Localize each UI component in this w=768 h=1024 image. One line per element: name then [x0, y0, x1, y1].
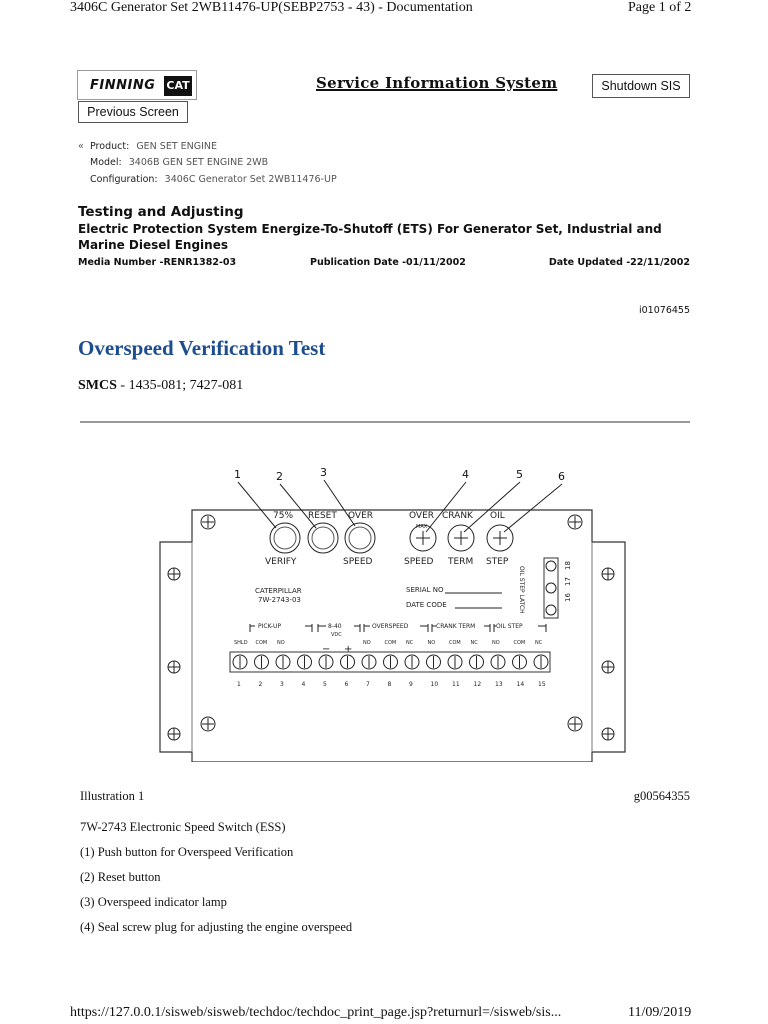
terminal-number: 13: [495, 681, 503, 688]
label-pickup: PICK-UP: [258, 623, 282, 630]
terminal-sub-label: NO: [363, 640, 371, 646]
oil-step-adjust-screw-graphic: [487, 525, 513, 551]
label-minus: −: [322, 644, 331, 655]
smcs-value: - 1435-081; 7427-081: [116, 378, 244, 393]
terminal-number: 6: [344, 681, 349, 688]
oil-step-latch-terminals: [544, 558, 558, 618]
callout-leader: [238, 482, 276, 528]
callout-number: 3: [320, 466, 327, 479]
back-arrow-icon[interactable]: «: [78, 141, 85, 152]
terminal-screw: [534, 655, 548, 669]
label-plus: +: [344, 644, 353, 655]
terminal-number: 8: [387, 681, 392, 688]
terminal-number: 4: [301, 681, 306, 688]
label-over-2: OVER: [409, 511, 435, 521]
publication-date: Publication Date -01/11/2002: [310, 257, 466, 268]
media-number: Media Number -RENR1382-03: [78, 257, 237, 268]
terminal-screw: [427, 655, 441, 669]
label-oil-step-latch: OIL STEP LATCH: [518, 566, 525, 614]
terminal-sub-label: COM: [513, 640, 526, 646]
page-title: Overspeed Verification Test: [78, 336, 326, 360]
document-id: i01076455: [639, 305, 690, 316]
mount-screw-bottom-left: [201, 717, 215, 731]
label-17: 17: [564, 577, 572, 586]
doc-subtitle: Electric Protection System Energize-To-Shutoff (ETS) For Generator Set, Industrial and Marine Diesel Engines: [78, 222, 662, 252]
model-label: Model:: [90, 157, 122, 168]
terminal-screw: [319, 655, 333, 669]
side-screw-left-1: [168, 568, 180, 580]
reset-button-graphic: [308, 523, 338, 553]
product-value: GEN SET ENGINE: [136, 141, 218, 152]
illustration-label: Illustration 1: [80, 789, 145, 803]
label-vdc: VDC: [331, 632, 342, 638]
date-updated: Date Updated -22/11/2002: [548, 257, 690, 268]
product-line: [90, 141, 217, 152]
terminal-screw: [233, 655, 247, 669]
callout-leader: [426, 482, 466, 532]
label-part-number: 7W-2743-03: [258, 596, 301, 604]
label-caterpillar: CATERPILLAR: [255, 587, 302, 595]
terminal-number: 11: [452, 681, 460, 688]
label-oil: OIL: [490, 511, 505, 521]
mount-screw-top-left: [201, 515, 215, 529]
finning-wordmark: FINNING: [90, 78, 156, 93]
terminal-screw: [362, 655, 376, 669]
label-reset: RESET: [308, 511, 337, 521]
label-crank: CRANK: [442, 511, 473, 521]
terminal-number: 12: [473, 681, 482, 688]
terminal-sub-label: COM: [384, 640, 397, 646]
callout-number: 6: [558, 470, 565, 483]
callout-numbers: [234, 466, 565, 483]
terminal-number: 7: [366, 681, 370, 688]
terminal-sub-label: COM: [255, 640, 268, 646]
label-serial: SERIAL NO: [406, 586, 444, 594]
product-label: Product:: [90, 141, 130, 152]
terminal-screw: [384, 655, 398, 669]
label-verify: VERIFY: [265, 557, 297, 567]
terminal-number: 9: [409, 681, 413, 688]
terminal-screw: [255, 655, 269, 669]
label-speed-2: SPEED: [404, 557, 434, 567]
label-18: 18: [564, 561, 572, 570]
callout-number: 2: [276, 470, 283, 483]
side-screw-left-3: [168, 728, 180, 740]
illustration-id: g00564355: [633, 789, 690, 803]
terminal-sub-labels: [234, 640, 543, 646]
callout-leader: [464, 482, 520, 532]
label-75pct: 75%: [273, 511, 294, 521]
side-screw-left-2: [168, 661, 180, 673]
terminal-screw: [341, 655, 355, 669]
terminal-screw: [276, 655, 290, 669]
callout-leader: [280, 484, 316, 528]
model-line: [90, 157, 268, 168]
terminal-screw: [405, 655, 419, 669]
terminal-sub-label: NC: [406, 640, 414, 646]
terminal-sub-label: NC: [535, 640, 543, 646]
callout-leaders: [238, 480, 562, 532]
label-date-code: DATE CODE: [406, 601, 447, 609]
overspeed-lamp-graphic: [345, 523, 375, 553]
callout-leader: [504, 484, 562, 532]
footer-date: 11/09/2019: [628, 1005, 692, 1020]
sis-title: Service Information System: [316, 74, 558, 92]
label-max: MAX: [416, 524, 428, 530]
side-screw-right-3: [602, 728, 614, 740]
terminal-sub-label: SHLD: [234, 640, 248, 646]
terminal-screws: [233, 655, 548, 669]
footer-url: https://127.0.0.1/sisweb/sisweb/techdoc/techdoc_print_page.jsp?returnurl=/sisweb/sis...: [70, 1005, 562, 1020]
callout-number: 5: [516, 468, 523, 481]
side-screw-right-2: [602, 661, 614, 673]
page-number: Page 1 of 2: [628, 0, 692, 15]
label-overspeed: OVERSPEED: [372, 623, 409, 630]
label-oil-step: OIL STEP: [496, 623, 523, 630]
shutdown-sis-button[interactable]: Shutdown SIS: [592, 74, 690, 98]
configuration-label: Configuration:: [90, 174, 158, 185]
terminal-number: 10: [430, 681, 439, 688]
terminal-number: 3: [280, 681, 284, 688]
crank-term-adjust-screw-graphic: [448, 525, 474, 551]
terminal-screw: [513, 655, 527, 669]
terminal-number: 2: [258, 681, 263, 688]
doc-category: Testing and Adjusting: [78, 204, 244, 220]
configuration-value: 3406C Generator Set 2WB11476-UP: [164, 174, 337, 185]
terminal-number: 14: [516, 681, 525, 688]
configuration-line: [90, 174, 337, 185]
terminal-screw: [491, 655, 505, 669]
verify-button-graphic: [270, 523, 300, 553]
mount-screw-top-right: [568, 515, 582, 529]
cat-logo: CAT: [164, 76, 192, 96]
terminal-number: 5: [323, 681, 327, 688]
terminal-sub-label: COM: [449, 640, 461, 646]
label-crank-term: CRANK TERM: [436, 623, 476, 630]
label-volts: 8-40: [328, 623, 342, 630]
terminal-sub-label: NO: [277, 640, 285, 646]
label-term: TERM: [448, 557, 474, 567]
terminal-sub-label: NC: [470, 640, 478, 646]
divider-top: [80, 421, 690, 423]
caption-1: (1) Push button for Overspeed Verification: [80, 845, 294, 859]
panel-outline: [160, 510, 625, 762]
speed-switch-diagram: [150, 462, 630, 762]
terminal-number: 15: [538, 681, 546, 688]
document-header-title: 3406C Generator Set 2WB11476-UP(SEBP2753 - 43) - Documentation: [70, 0, 473, 15]
caption-title: 7W-2743 Electronic Speed Switch (ESS): [80, 820, 286, 834]
label-16: 16: [564, 593, 572, 602]
model-value: 3406B GEN SET ENGINE 2WB: [128, 157, 269, 168]
smcs-codes: [78, 378, 243, 394]
terminal-number: 1: [237, 681, 241, 688]
terminal-sub-label: NO: [492, 640, 500, 646]
terminal-numbers: [237, 681, 546, 688]
terminal-screw: [470, 655, 484, 669]
side-screw-right-1: [602, 568, 614, 580]
caption-3: (3) Overspeed indicator lamp: [80, 895, 227, 909]
callout-number: 4: [462, 468, 469, 481]
label-step: STEP: [486, 557, 509, 567]
caption-2: (2) Reset button: [80, 870, 161, 884]
terminal-screw: [448, 655, 462, 669]
label-speed: SPEED: [343, 557, 373, 567]
finning-cat-logo: [77, 70, 197, 100]
smcs-label: SMCS: [78, 378, 117, 393]
caption-4: (4) Seal screw plug for adjusting the engine overspeed: [80, 920, 353, 934]
mount-screw-bottom-right: [568, 717, 582, 731]
label-over: OVER: [348, 511, 374, 521]
previous-screen-button[interactable]: Previous Screen: [78, 101, 188, 123]
terminal-sub-label: NO: [427, 640, 436, 646]
terminal-screw: [298, 655, 312, 669]
callout-number: 1: [234, 468, 241, 481]
